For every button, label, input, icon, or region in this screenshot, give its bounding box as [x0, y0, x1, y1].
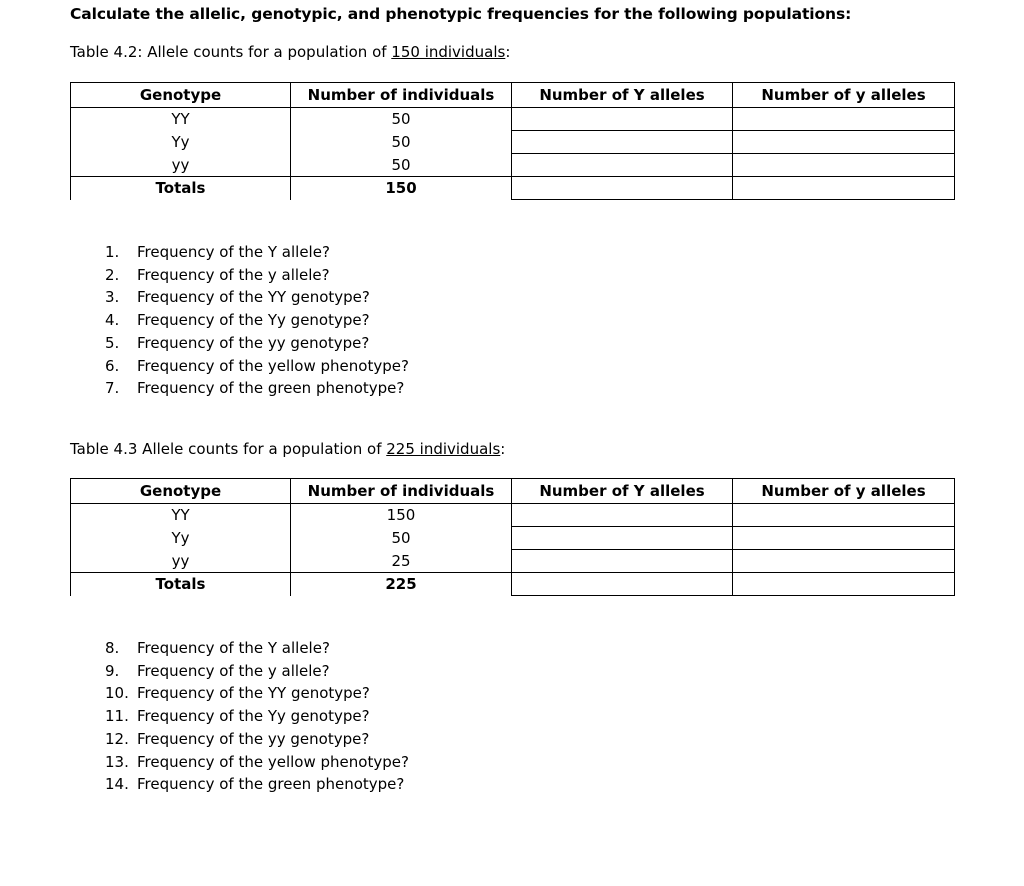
- question-list-2: [105, 637, 409, 796]
- table-row: [71, 131, 955, 154]
- list-item: [105, 264, 409, 287]
- question-text: Frequency of the yy genotype?: [137, 333, 370, 352]
- question-number: 11.: [105, 707, 129, 726]
- y-alleles-cell[interactable]: [733, 108, 955, 131]
- list-item: [105, 773, 409, 796]
- question-text: Frequency of the YY genotype?: [137, 684, 370, 703]
- table2-caption-prefix: Table 4.3 Allele counts for a population of: [70, 440, 387, 458]
- question-number: 7.: [105, 379, 120, 398]
- individuals-cell: 25: [291, 550, 512, 573]
- table-row: [71, 154, 955, 177]
- question-text: Frequency of the Y allele?: [137, 639, 330, 657]
- question-text: Frequency of the green phenotype?: [137, 775, 405, 794]
- question-number: 4.: [105, 311, 120, 330]
- Y-alleles-cell[interactable]: [512, 108, 733, 131]
- genotype-cell: Yy: [71, 131, 291, 154]
- question-number: 13.: [105, 752, 129, 771]
- y-alleles-cell[interactable]: [733, 527, 955, 550]
- totals-row: [71, 573, 955, 596]
- question-text: Frequency of the yy genotype?: [137, 729, 370, 748]
- question-number: 8.: [105, 639, 120, 657]
- question-text: Frequency of the Yy genotype?: [137, 707, 370, 726]
- table-row: [71, 108, 955, 131]
- individuals-cell: 50: [291, 527, 512, 550]
- genotype-cell: YY: [71, 504, 291, 527]
- individuals-cell: 50: [291, 154, 512, 177]
- Y-alleles-cell[interactable]: [512, 154, 733, 177]
- individuals-cell: 50: [291, 131, 512, 154]
- list-item: [105, 241, 409, 264]
- genotype-cell: YY: [71, 108, 291, 131]
- individuals-cell: 150: [291, 504, 512, 527]
- totals-row: [71, 177, 955, 200]
- question-number: 3.: [105, 288, 120, 307]
- header-number-of-Y-alleles: Number of Y alleles: [512, 83, 733, 108]
- question-number: 1.: [105, 243, 120, 261]
- question-number: 9.: [105, 661, 120, 680]
- question-list-1: [105, 241, 409, 400]
- table1-caption-population: 150 individuals: [391, 43, 506, 61]
- table1-caption-suffix: :: [505, 43, 511, 61]
- totals-y-alleles-cell[interactable]: [733, 573, 955, 596]
- individuals-cell: 50: [291, 108, 512, 131]
- list-item: [105, 332, 409, 355]
- allele-table-4-3: [70, 478, 955, 596]
- header-genotype: Genotype: [71, 83, 291, 108]
- y-alleles-cell[interactable]: [733, 550, 955, 573]
- question-text: Frequency of the Y allele?: [137, 243, 330, 261]
- header-genotype: Genotype: [71, 479, 291, 504]
- question-text: Frequency of the y allele?: [137, 265, 330, 284]
- question-number: 10.: [105, 684, 129, 703]
- y-alleles-cell[interactable]: [733, 504, 955, 527]
- list-item: [105, 682, 409, 705]
- table2-caption-suffix: :: [500, 440, 506, 458]
- list-item: [105, 751, 409, 774]
- totals-Y-alleles-cell[interactable]: [512, 177, 733, 200]
- list-item: [105, 377, 409, 400]
- table-row: [71, 550, 955, 573]
- question-text: Frequency of the yellow phenotype?: [137, 752, 409, 771]
- question-text: Frequency of the y allele?: [137, 661, 330, 680]
- table-row: [71, 527, 955, 550]
- table-header-row: [71, 83, 955, 108]
- totals-label: Totals: [71, 573, 291, 596]
- table1-caption-prefix: Table 4.2: Allele counts for a population of: [70, 43, 392, 61]
- list-item: [105, 355, 409, 378]
- totals-individuals: 150: [291, 177, 512, 200]
- totals-Y-alleles-cell[interactable]: [512, 573, 733, 596]
- Y-alleles-cell[interactable]: [512, 550, 733, 573]
- table1-caption: [70, 43, 510, 61]
- header-number-of-y-alleles: Number of y alleles: [733, 83, 955, 108]
- totals-y-alleles-cell[interactable]: [733, 177, 955, 200]
- question-number: 2.: [105, 265, 120, 284]
- table2-caption: [70, 440, 505, 458]
- list-item: [105, 637, 409, 660]
- list-item: [105, 660, 409, 683]
- genotype-cell: yy: [71, 550, 291, 573]
- list-item: [105, 309, 409, 332]
- Y-alleles-cell[interactable]: [512, 131, 733, 154]
- header-number-of-individuals: Number of individuals: [291, 83, 512, 108]
- allele-table-4-2: [70, 82, 955, 200]
- totals-label: Totals: [71, 177, 291, 200]
- question-text: Frequency of the yellow phenotype?: [137, 356, 409, 375]
- y-alleles-cell[interactable]: [733, 154, 955, 177]
- table2-caption-population: 225 individuals: [386, 440, 501, 458]
- question-text: Frequency of the Yy genotype?: [137, 311, 370, 330]
- question-number: 6.: [105, 356, 120, 375]
- worksheet-heading: Calculate the allelic, genotypic, and phenotypic frequencies for the following populations:: [70, 5, 852, 23]
- genotype-cell: yy: [71, 154, 291, 177]
- y-alleles-cell[interactable]: [733, 131, 955, 154]
- table-row: [71, 504, 955, 527]
- table-header-row: [71, 479, 955, 504]
- question-text: Frequency of the YY genotype?: [137, 288, 370, 307]
- header-number-of-Y-alleles: Number of Y alleles: [512, 479, 733, 504]
- question-number: 12.: [105, 729, 129, 748]
- genotype-cell: Yy: [71, 527, 291, 550]
- list-item: [105, 286, 409, 309]
- header-number-of-y-alleles: Number of y alleles: [733, 479, 955, 504]
- header-number-of-individuals: Number of individuals: [291, 479, 512, 504]
- question-text: Frequency of the green phenotype?: [137, 379, 405, 398]
- Y-alleles-cell[interactable]: [512, 504, 733, 527]
- list-item: [105, 705, 409, 728]
- list-item: [105, 728, 409, 751]
- totals-individuals: 225: [291, 573, 512, 596]
- question-number: 14.: [105, 775, 129, 794]
- Y-alleles-cell[interactable]: [512, 527, 733, 550]
- question-number: 5.: [105, 333, 120, 352]
